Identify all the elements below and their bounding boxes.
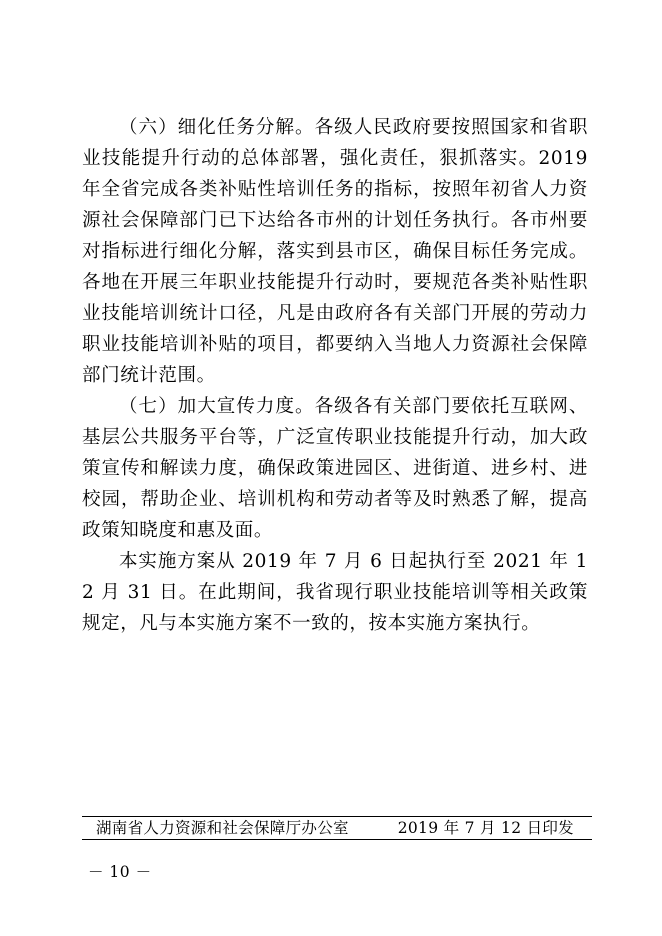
page-number: － 10 － <box>88 863 152 881</box>
footer-divider-bottom <box>82 839 592 840</box>
footer-issuer: 湖南省人力资源和社会保障厅办公室 <box>96 819 349 837</box>
document-body <box>82 112 588 639</box>
paragraph-effective-period: 本实施方案从 2019 年 7 月 6 日起执行至 2021 年 12 月 31 日。在此期间，我省现行职业技能培训等相关政策规定，凡与本实施方案不一致的，按本实施方案执行。 <box>82 551 588 634</box>
paragraph-refine-tasks: （六）细化任务分解。各级人民政府要按照国家和省职业技能提升行动的总体部署，强化责任，狠抓落实。2019年全省完成各类补贴性培训任务的指标，按照年初省人力资源社会保障部门已下达给各市州的计划任务执行。各市州要对指标进行细化分解，落实到县市区，确保目标任务完成。各地在开展三年职业技能提升行动时，要规范各类补贴性职业技能培训统计口径，凡是由政府各有关部门开展的劳动力职业技能培训补贴的项目，都要纳入当地人力资源社会保障部门统计范围。 <box>82 117 588 386</box>
footer-print-date: 2019 年 7 月 12 日印发 <box>397 819 574 837</box>
footer-divider-top <box>82 816 592 817</box>
paragraph-publicity: （七）加大宣传力度。各级各有关部门要依托互联网、基层公共服务平台等，广泛宣传职业技能提升行动，加大政策宣传和解读力度，确保政策进园区、进街道、进乡村、进校园，帮助企业、培训机构和劳动者等及时熟悉了解，提高政策知晓度和惠及面。 <box>82 396 588 541</box>
